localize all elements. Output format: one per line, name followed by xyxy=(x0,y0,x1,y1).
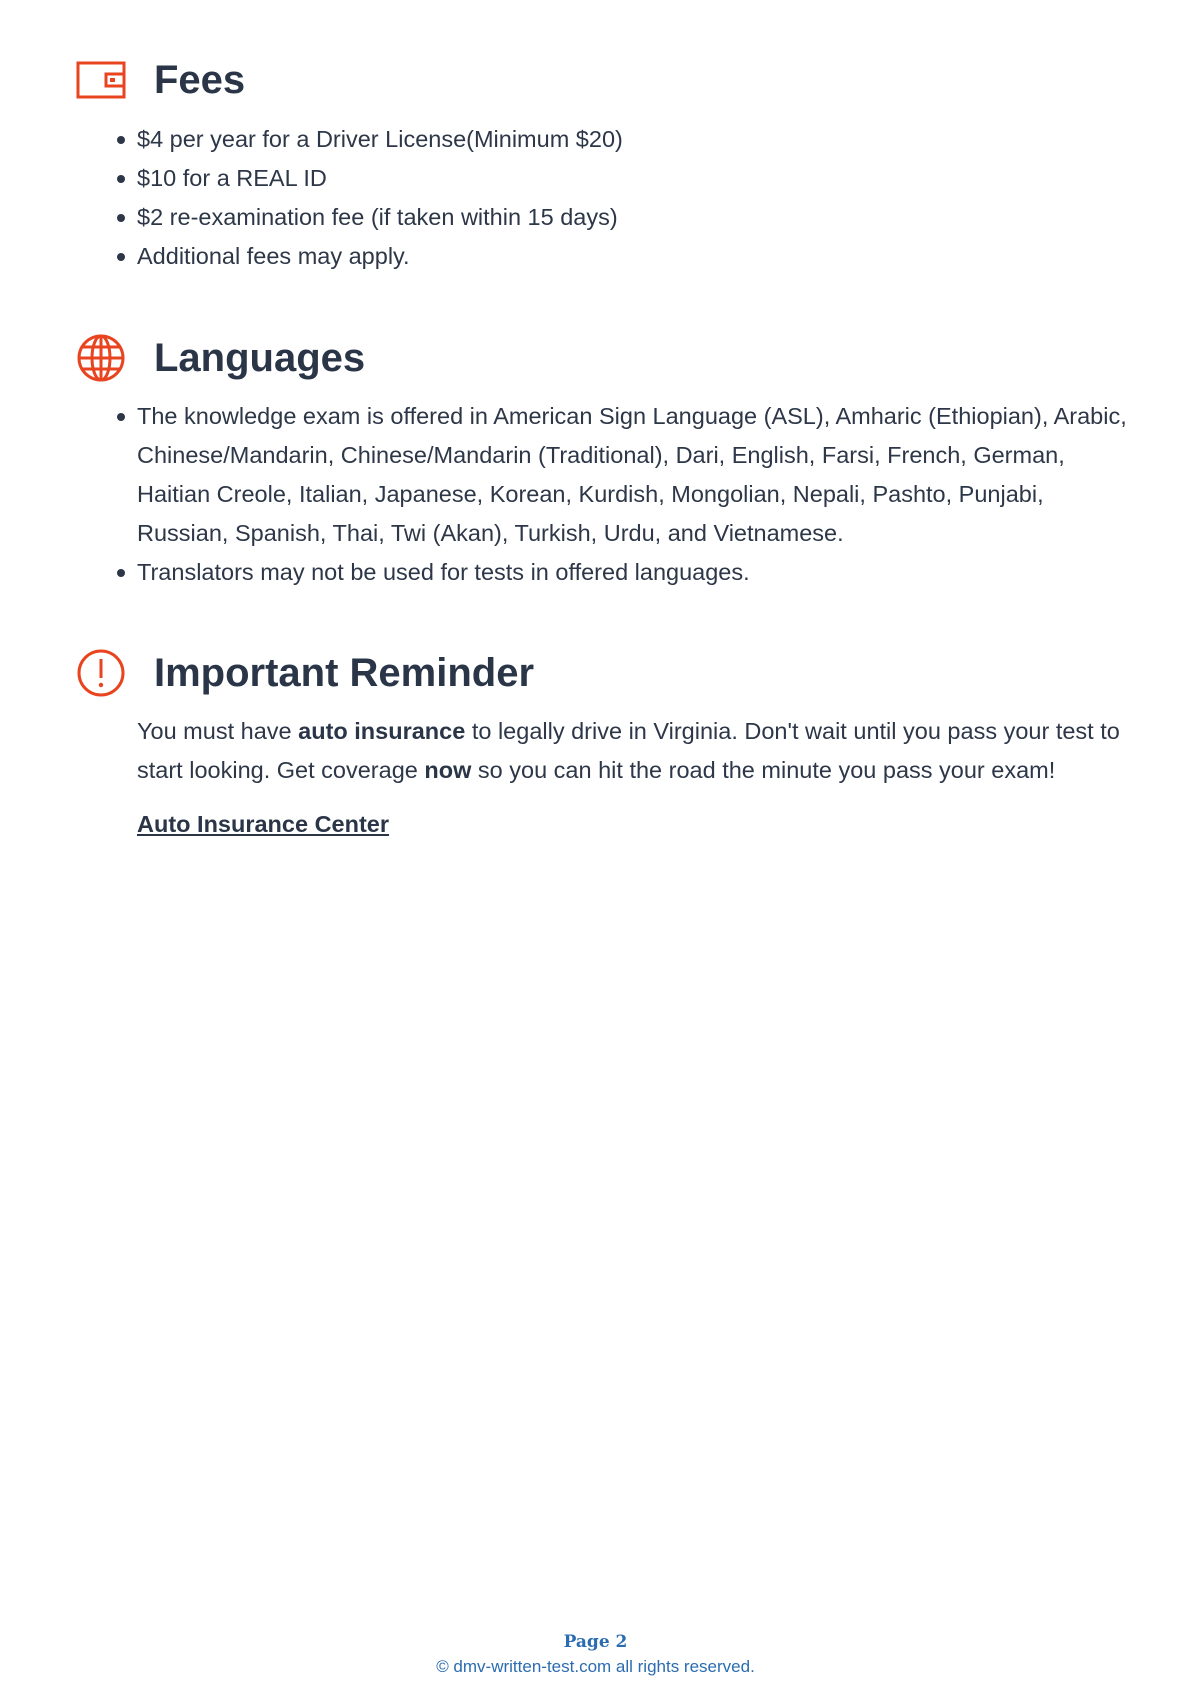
reminder-paragraph xyxy=(137,712,1127,790)
wallet-icon xyxy=(75,54,127,106)
languages-heading-row xyxy=(75,330,365,386)
list-item: $2 re-examination fee (if taken within 15 days) xyxy=(137,198,1127,237)
list-item: Additional fees may apply. xyxy=(137,237,1127,276)
languages-list xyxy=(137,397,1127,592)
fees-heading-row xyxy=(75,52,245,108)
page-number: Page 2 xyxy=(563,1632,628,1652)
reminder-text-3: so you can hit the road the minute you pass your exam! xyxy=(471,757,1056,783)
fees-list xyxy=(137,120,1127,276)
reminder-bold-now: now xyxy=(424,757,472,783)
auto-insurance-center-link[interactable]: Auto Insurance Center xyxy=(137,811,390,837)
list-item: Translators may not be used for tests in offered languages. xyxy=(137,553,1127,592)
reminder-text-1: You must have xyxy=(137,718,299,744)
fees-title: Fees xyxy=(154,58,246,102)
reminder-heading-row xyxy=(75,645,534,701)
list-item: $10 for a REAL ID xyxy=(137,159,1127,198)
reminder-bold-auto-insurance: auto insurance xyxy=(298,718,466,744)
list-item: The knowledge exam is offered in American Sign Language (ASL), Amharic (Ethiopian), Arabic, Chinese/Mandarin, Chinese/Mandarin (Traditional), Dari, English, Farsi, French, German, Haitian Creole, Italian, Japanese, Korean, Kurdish, Mongolian, Nepali, Pashto, Punjabi, Russian, Spanish, Thai, Twi (Akan), Turkish, Urdu, and Vietnamese. xyxy=(137,397,1127,553)
reminder-title: Important Reminder xyxy=(154,651,535,695)
reminder-text-2: to legally drive in Virginia. Don't wait until you pass your test to start looking. Get coverage xyxy=(137,718,1120,783)
languages-title: Languages xyxy=(154,336,366,380)
list-item: $4 per year for a Driver License(Minimum $20) xyxy=(137,120,1127,159)
copyright-text: © dmv-written-test.com all rights reserved. xyxy=(436,1657,755,1676)
globe-icon xyxy=(75,332,127,384)
exclamation-circle-icon xyxy=(75,647,127,699)
